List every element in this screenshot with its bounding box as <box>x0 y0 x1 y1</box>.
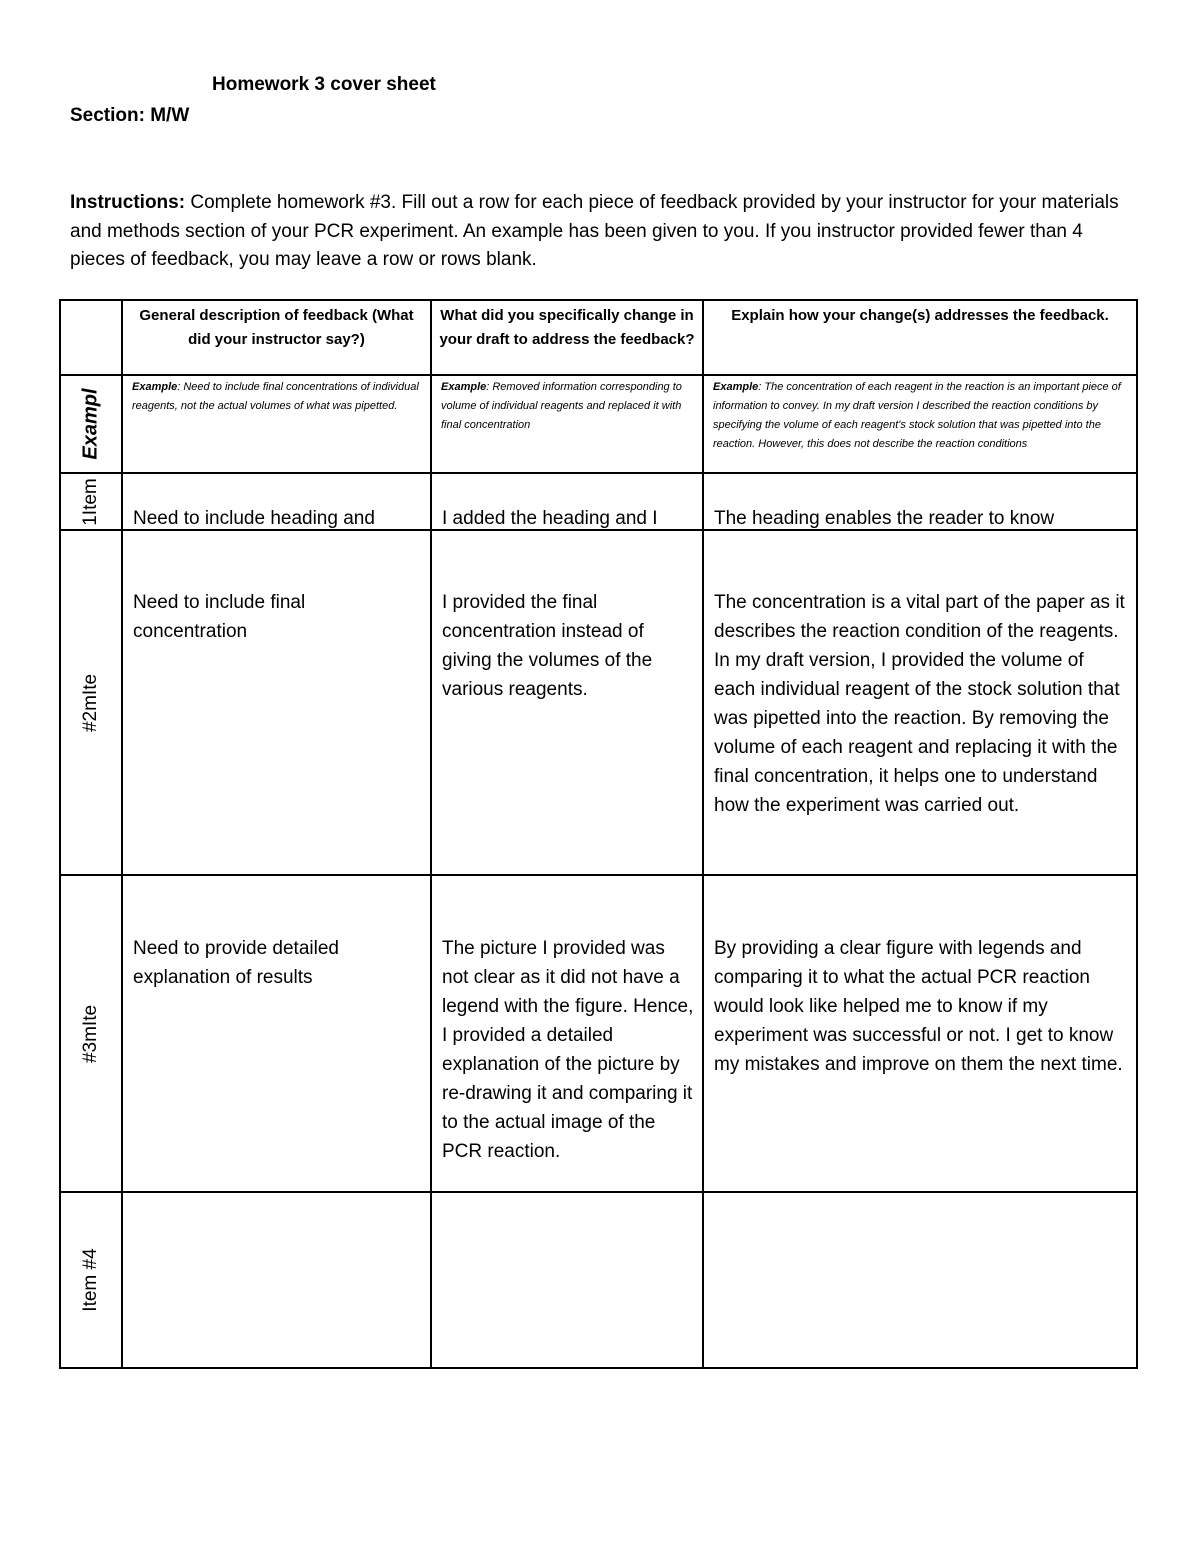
row-label-item-1 <box>60 473 122 530</box>
section-label: Section: M/W <box>70 105 190 126</box>
instructions-text: Complete homework #3. Fill out a row for each piece of feedback provided by your instructor for your materials and methods section of your PCR experiment. An example has been given to you. If you instructor provided fewer than 4 pieces of feedback, you may leave a row or rows blank. <box>70 192 1119 270</box>
header-cell-feedback: General description of feedback (What did your instructor say?) <box>122 300 431 375</box>
cell-change-item-3: The picture I provided was not clear as it did not have a legend with the figure. Hence, I provided a detailed explanation of the picture by re-drawing it and comparing it to the actual image of the PCR reaction. <box>431 875 703 1192</box>
table-row <box>60 875 1137 1192</box>
header-cell-explain: Explain how your change(s) addresses the feedback. <box>703 300 1137 375</box>
cell-change-item-1 <box>431 473 703 530</box>
cell-text: Need to include heading and <box>133 508 375 529</box>
table-row <box>60 1192 1137 1368</box>
row-label-item-2 <box>60 530 122 875</box>
row-label-item-4 <box>60 1192 122 1368</box>
instructions-paragraph <box>70 189 1130 275</box>
cell-change-item-4 <box>431 1192 703 1368</box>
example-prefix: Example <box>441 381 487 393</box>
feedback-table <box>59 299 1138 1369</box>
cell-text: The heading enables the reader to know <box>714 508 1055 529</box>
example-cell-feedback <box>122 375 431 473</box>
cell-text: I added the heading and I <box>442 508 658 529</box>
table-row <box>60 530 1137 875</box>
example-text: : The concentration of each reagent in the reaction is an important piece of information to convey. In my draft version I described the reaction conditions by specifying the volume of each reagent's stock solution that was pipetted into the reaction. However, this does not describe the reaction conditions <box>713 381 1121 450</box>
example-text: : Need to include final concentrations of individual reagents, not the actual volumes of what was pipetted. <box>132 381 419 412</box>
cell-feedback-item-2: Need to include final concentration <box>122 530 431 875</box>
example-row <box>60 375 1137 473</box>
cell-feedback-item-4 <box>122 1192 431 1368</box>
example-cell-explain <box>703 375 1137 473</box>
header-cell-change: What did you specifically change in your draft to address the feedback? <box>431 300 703 375</box>
cell-explain-item-2: The concentration is a vital part of the paper as it describes the reaction condition of the reagents. In my draft version, I provided the volume of each individual reagent of the stock solution that was pipetted into the reaction. By removing the volume of each reagent and replacing it with the final concentration, it helps one to understand how the experiment was carried out. <box>703 530 1137 875</box>
cell-feedback-item-3: Need to provide detailed explanation of results <box>122 875 431 1192</box>
instructions-label: Instructions: <box>70 192 186 213</box>
example-prefix: Example <box>713 381 759 393</box>
example-prefix: Example <box>132 381 178 393</box>
row-label-item-2-text: #2mIte <box>80 673 101 732</box>
cell-feedback-item-1 <box>122 473 431 530</box>
row-label-item-4-text: Item #4 <box>80 1248 101 1312</box>
cell-explain-item-3: By providing a clear figure with legends and comparing it to what the actual PCR reaction would look like helped me to know if my experiment was successful or not. I get to know my mistakes and improve on them the next time. <box>703 875 1137 1192</box>
row-label-example-text: Exampl <box>79 388 102 460</box>
cell-explain-item-1 <box>703 473 1137 530</box>
example-cell-change <box>431 375 703 473</box>
header-cell-label <box>60 300 122 375</box>
cell-explain-item-4 <box>703 1192 1137 1368</box>
example-text: : Removed information corresponding to volume of individual reagents and replaced it with final concentration <box>441 381 682 431</box>
table-row <box>60 473 1137 530</box>
page-title: Homework 3 cover sheet <box>212 74 436 95</box>
cell-change-item-2: I provided the final concentration instead of giving the volumes of the various reagents. <box>431 530 703 875</box>
row-label-example <box>60 375 122 473</box>
row-label-item-3 <box>60 875 122 1192</box>
row-label-item-3-text: #3mIte <box>80 1004 101 1063</box>
row-label-item-1-text: 1Item <box>80 477 101 526</box>
header-row <box>60 300 1137 375</box>
